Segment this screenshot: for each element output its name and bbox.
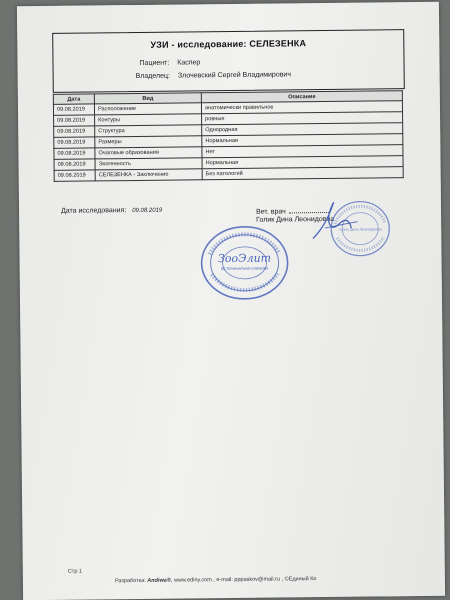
vet-label: Вет. врач [256, 208, 286, 216]
study-date [61, 207, 162, 215]
cell-kind: Контуры [95, 114, 202, 126]
cell-description: Нет [202, 145, 403, 158]
vet-name: Голик Дина Леонидовна [256, 215, 335, 224]
seal-subtext: ВЕТЕРИНАРНАЯ КЛИНИКА [221, 266, 269, 272]
cell-description: ровные [202, 112, 403, 125]
cell-description: Однородная [202, 123, 403, 136]
header-description: Описание [201, 91, 402, 103]
developer-footer [115, 576, 317, 584]
patient-row [139, 59, 200, 67]
results-table [53, 90, 404, 182]
header-date: Дата [53, 94, 94, 104]
header-kind: Вид [94, 93, 201, 104]
table-row [54, 167, 403, 182]
cell-kind: Размеры [95, 136, 202, 148]
cell-date: 09.08.2019 [54, 148, 95, 159]
cell-date: 09.08.2019 [54, 115, 95, 126]
cell-description: Нормальная [202, 134, 403, 147]
cell-kind: Структура [95, 125, 202, 137]
document-header [52, 29, 405, 93]
paper-sheet [17, 2, 445, 600]
patient-label: Пациент: [139, 59, 170, 67]
owner-value: Злочевский Сергей Владимирович [177, 71, 292, 80]
cell-description: Без патологий [202, 167, 403, 180]
document-title: УЗИ - исследование: СЕЛЕЗЕНКА [150, 38, 307, 50]
owner-row [136, 71, 291, 80]
cell-kind: Очаговые образования [95, 147, 202, 159]
patient-value: Каспер [177, 59, 201, 67]
cell-date: 09.08.2019 [53, 104, 94, 115]
study-date-label: Дата исследования: [61, 207, 127, 215]
cell-date: 09.08.2019 [54, 126, 95, 137]
seal-text: ЗооЭлит [217, 251, 272, 266]
clinic-round-seal [199, 223, 290, 302]
developer-brand: Andiwa® [147, 577, 171, 584]
cell-kind: Эхогенность [95, 158, 202, 170]
study-date-value: 09.08.2019 [132, 207, 163, 215]
cell-kind: Расположение [94, 103, 201, 115]
stamp-text: ГОЛИК ДИНА ЛЕОНИДОВНА [338, 227, 382, 232]
page-number: Стр 1 [67, 568, 82, 575]
cell-kind: СЕЛЕЗЕНКА - Заключение [95, 169, 202, 181]
developer-contacts: , www.ediny.com , e-mail: pppaskov@mail.ru , ©Единый Ко [170, 576, 317, 584]
developer-prefix: Разработка: [114, 577, 146, 585]
doctor-personal-stamp [329, 199, 392, 258]
cell-description: Нормальная [202, 156, 403, 169]
cell-date: 09.08.2019 [54, 170, 95, 181]
cell-date: 09.08.2019 [54, 159, 95, 170]
cell-description: анатомически правильное [201, 101, 402, 114]
owner-label: Владелец: [135, 72, 171, 80]
cell-date: 09.08.2019 [54, 137, 95, 148]
